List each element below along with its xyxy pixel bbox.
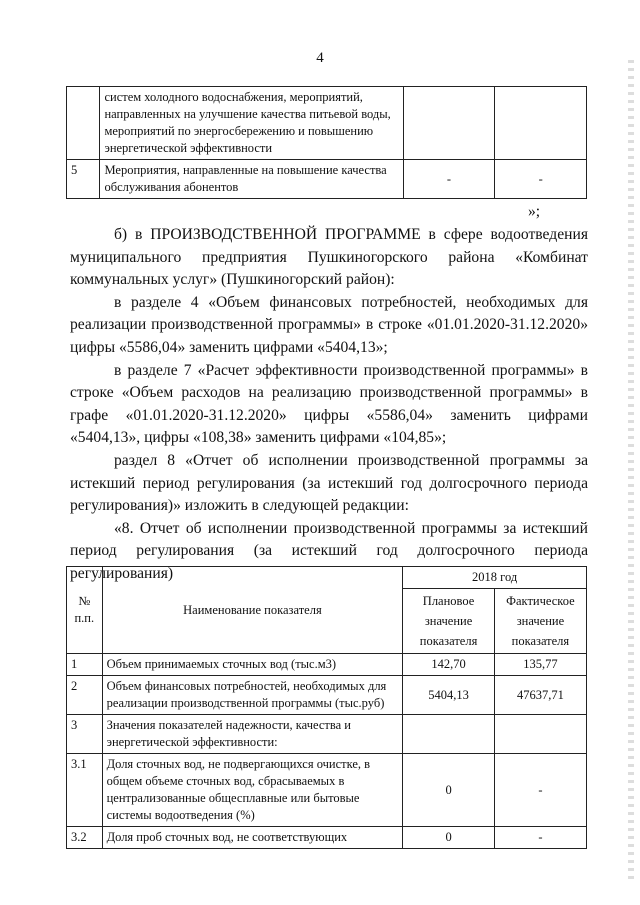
row-planned: 0 <box>403 754 495 827</box>
row-description <box>100 87 403 160</box>
header-year: 2018 год <box>403 567 587 589</box>
report-table <box>66 566 587 849</box>
paragraph-b: б) в ПРОИЗВОДСТВЕННОЙ ПРОГРАММЕ в сфере водоотведения муниципального предприятия Пушкиногорского района «Комбинат коммунальных услуг» (Пушкиногорский район): <box>70 226 588 289</box>
table-row <box>67 676 587 715</box>
row-planned: 5404,13 <box>403 676 495 715</box>
row-number: 1 <box>67 654 103 676</box>
row-actual: 135,77 <box>494 654 586 676</box>
paragraph-section-7: в разделе 7 «Расчет эффективности производственной программы» в строке «Объем расходов на реализацию производственной программы» в графе «01.01.2020-31.12.2020» цифры «5586,04» заменить цифрами «5404,13», цифры «108,38» заменить цифрами «104,85»; <box>70 361 588 447</box>
table-row <box>67 715 587 754</box>
row-number <box>67 87 100 160</box>
row-number: 5 <box>67 160 100 199</box>
header-actual: Фактическое значение показателя <box>494 589 586 654</box>
row-name: Объем финансовых потребностей, необходимых для реализации производственной программы (тыс.руб) <box>102 676 403 715</box>
description-line: обслуживания абонентов <box>104 180 239 194</box>
description-line: мероприятий по энергосбережению и повышению <box>104 124 374 138</box>
row-description <box>100 160 403 199</box>
continued-table <box>66 86 587 199</box>
row-number: 3 <box>67 715 103 754</box>
header-number: № п.п. <box>67 567 103 654</box>
row-actual <box>494 715 586 754</box>
description-line: направленных на улучшение качества питьевой воды, <box>104 107 391 121</box>
row-actual: - <box>494 754 586 827</box>
paragraph-section-4: в разделе 4 «Объем финансовых потребностей, необходимых для реализации производственной программы» в строке «01.01.2020-31.12.2020» цифры «5586,04» заменить цифрами «5404,13»; <box>70 293 588 356</box>
row-name: Доля проб сточных вод, не соответствующих <box>102 827 403 849</box>
header-planned: Плановое значение показателя <box>403 589 495 654</box>
description-line: систем холодного водоснабжения, мероприятий, <box>104 90 363 104</box>
row-planned <box>403 715 495 754</box>
header-indicator-name: Наименование показателя <box>102 567 403 654</box>
row-number: 3.2 <box>67 827 103 849</box>
row-value <box>403 87 495 160</box>
paragraph-section-8: раздел 8 «Отчет об исполнении производственной программы за истекший период регулирования (за истекший год долгосрочного периода регулирования)» изложить в следующей редакции: <box>70 451 588 515</box>
row-planned: 142,70 <box>403 654 495 676</box>
table-row <box>67 754 587 827</box>
table-row <box>67 87 587 160</box>
paragraph-report-title: «8. Отчет об исполнении производственной программы за истекший период регулирования (за истекший год долгосрочного периода регулирования) <box>70 519 588 582</box>
row-value: - <box>403 160 495 199</box>
row-value <box>495 87 587 160</box>
page-number: 4 <box>316 50 324 66</box>
table-row <box>67 160 587 199</box>
row-value: - <box>495 160 587 199</box>
table-header-row <box>67 567 587 589</box>
row-planned: 0 <box>403 827 495 849</box>
row-number: 3.1 <box>67 754 103 827</box>
row-name: Значения показателей надежности, качества и энергетической эффективности: <box>102 715 403 754</box>
table-row <box>67 654 587 676</box>
row-actual: 47637,71 <box>494 676 586 715</box>
row-number: 2 <box>67 676 103 715</box>
description-line: Мероприятия, направленные на повышение качества <box>104 163 387 177</box>
scan-edge-artifact <box>628 60 634 880</box>
description-line: энергетической эффективности <box>104 141 273 155</box>
table-row <box>67 827 587 849</box>
row-actual: - <box>494 827 586 849</box>
body-text <box>70 224 588 586</box>
row-name: Доля сточных вод, не подвергающихся очистке, в общем объеме сточных вод, сбрасываемых в централизованные общесплавные или бытовые системы водоотведения (%) <box>102 754 403 827</box>
quote-close: »; <box>528 203 541 220</box>
row-name: Объем принимаемых сточных вод (тыс.м3) <box>102 654 403 676</box>
